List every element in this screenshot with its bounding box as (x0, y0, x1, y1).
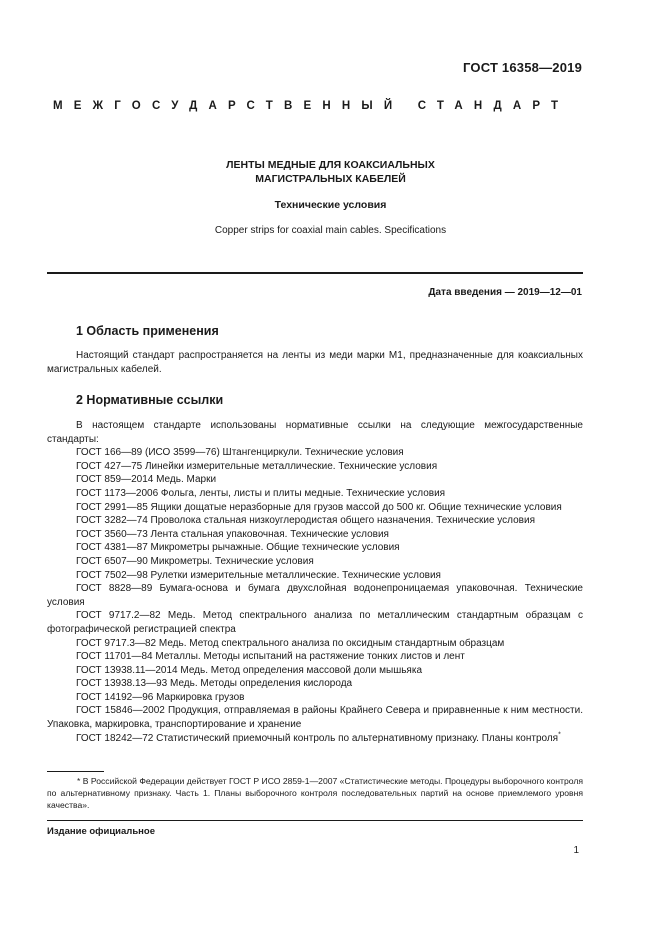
reference-item-text: ГОСТ 18242—72 Статистический приемочный контроль по альтернативному признаку. Планы контроля (76, 732, 559, 744)
reference-item: ГОСТ 9717.3—82 Медь. Метод спектрального анализа по оксидным стандартным образцам (76, 637, 505, 649)
reference-item: ГОСТ 15846—2002 Продукция, отправляемая в районы Крайнего Севера и приравненные к ним местности. Упаковка, маркировка, транспортирование и хранение (47, 705, 583, 731)
reference-item: ГОСТ 6507—90 Микрометры. Технические условия (76, 555, 314, 567)
reference-item: ГОСТ 14192—96 Маркировка грузов (76, 691, 245, 703)
reference-item: ГОСТ 7502—98 Рулетки измерительные металлические. Технические условия (76, 569, 441, 581)
document-number: ГОСТ 16358—2019 (463, 60, 582, 75)
title-line-1: ЛЕНТЫ МЕДНЫЕ ДЛЯ КОАКСИАЛЬНЫХ (226, 159, 435, 171)
english-title: Copper strips for coaxial main cables. Specifications (214, 225, 447, 236)
section-1-heading: 1 Область применения (76, 324, 219, 338)
introduction-date: Дата введения — 2019—12—01 (428, 287, 582, 298)
document-title (0, 158, 661, 186)
section-1-paragraph: Настоящий стандарт распространяется на ленты из меди марки М1, предназначенные для коаксиальных магистральных кабелей. (47, 350, 583, 375)
standard-type-banner: МЕЖГОСУДАРСТВЕННЫЙ СТАНДАРТ (53, 100, 570, 112)
references-intro: В настоящем стандарте использованы нормативные ссылки на следующие межгосударственные стандарты: (47, 420, 583, 445)
title-divider (47, 272, 583, 274)
footer-divider (47, 820, 583, 821)
reference-item: ГОСТ 166—89 (ИСО 3599—76) Штангенциркули. Технические условия (76, 447, 404, 459)
reference-item: ГОСТ 11701—84 Металлы. Методы испытаний на растяжение тонких листов и лент (76, 651, 465, 663)
normative-references (47, 419, 583, 745)
edition-label: Издание официальное (47, 826, 155, 837)
reference-item: ГОСТ 3282—74 Проволока стальная низкоуглеродистая общего назначения. Технические условия (76, 515, 535, 527)
footnote-divider (47, 771, 104, 772)
reference-item: ГОСТ 859—2014 Медь. Марки (76, 474, 217, 486)
reference-item: ГОСТ 13938.13—93 Медь. Методы определения кислорода (76, 678, 353, 690)
reference-item: ГОСТ 8828—89 Бумага-основа и бумага двухслойная водонепроницаемая упаковочная. Технические условия (47, 583, 583, 608)
reference-item-with-footnote (47, 732, 583, 746)
footnote-marker: * (558, 731, 561, 739)
reference-item: ГОСТ 1173—2006 Фольга, ленты, листы и плиты медные. Технические условия (76, 487, 446, 499)
page-number: 1 (573, 845, 579, 856)
reference-item: ГОСТ 13938.11—2014 Медь. Метод определения массовой доли мышьяка (76, 664, 423, 676)
title-line-2: МАГИСТРАЛЬНЫХ КАБЕЛЕЙ (255, 173, 406, 185)
document-subtitle: Технические условия (274, 199, 387, 211)
reference-item: ГОСТ 3560—73 Лента стальная упаковочная. Технические условия (76, 528, 389, 540)
reference-item: ГОСТ 4381—87 Микрометры рычажные. Общие технические условия (76, 542, 400, 554)
reference-item: ГОСТ 2991—85 Ящики дощатые неразборные для грузов массой до 500 кг. Общие технические условия (76, 501, 562, 513)
footnote: * В Российской Федерации действует ГОСТ Р ИСО 2859-1—2007 «Статистические методы. Процедуры выборочного контроля по альтернативному признаку. Часть 1. Планы выборочного контроля последовательных партий на основе приемлемого уровня качества». (47, 776, 583, 810)
reference-item: ГОСТ 9717.2—82 Медь. Метод спектрального анализа по металлическим стандартным образцам с фотографической регистрацией спектра (47, 610, 583, 635)
section-1-text (47, 349, 583, 376)
section-2-heading: 2 Нормативные ссылки (76, 393, 224, 407)
reference-item: ГОСТ 427—75 Линейки измерительные металлические. Технические условия (76, 460, 438, 472)
